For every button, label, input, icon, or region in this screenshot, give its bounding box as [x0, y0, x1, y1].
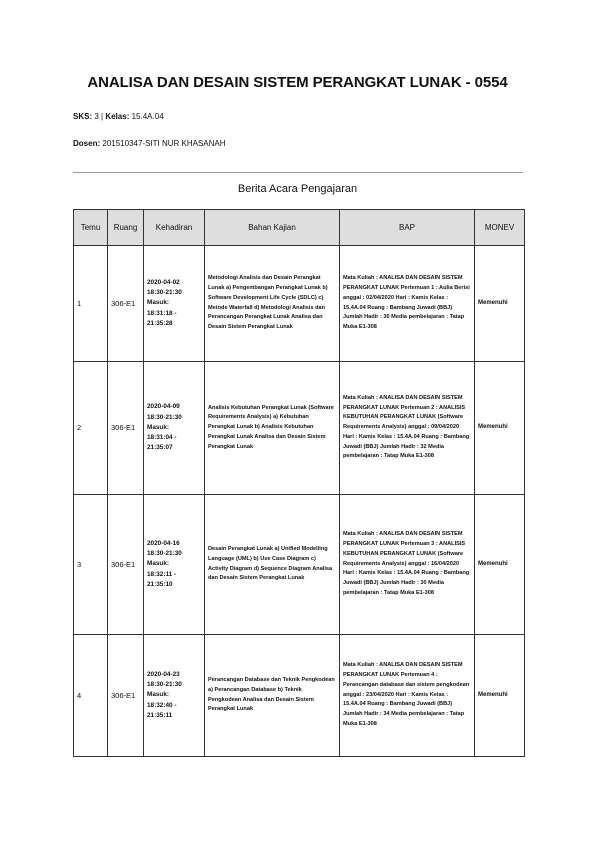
kehadiran-cell	[144, 635, 205, 757]
kehadiran-date: 2020-04-16	[147, 539, 180, 547]
header-kehadiran: Kehadiran	[144, 210, 205, 246]
monev-cell: Memenuhi	[475, 362, 525, 495]
kehadiran-in: 18:32:40 -	[147, 701, 177, 709]
kehadiran-date: 2020-04-09	[147, 403, 180, 411]
bahan-kajian-cell: Analisis Kebutuhan Perangkat Lunak (Software Requirements Analysis) a) Kebutuhan Perangkat Lunak b) Analisis Kebutuhan Perangkat Lunak Analisa dan Desain Sistem Perangkat Lunak	[205, 362, 340, 495]
sks-label: SKS:	[73, 112, 93, 121]
bap-cell: Mata Kuliah : ANALISA DAN DESAIN SISTEM PERANGKAT LUNAK Pertemuan 3 : ANALISIS KEBUTUHAN PERANGKAT LUNAK (Software Requirements Analysis) anggal : 16/04/2020 Hari : Kamis Kelas : 15.4A.04 Ruang : Bambang Juwadi (BBJ) Jumlah Hadir : 30 Media pembelajaran : Tatap Muka E1-308	[340, 495, 475, 635]
bahan-kajian-cell: Desain Perangkat Lunak a) Unified Modelling Language (UML) b) Use Case Diagram c) Activity Diagram d) Sequence Diagram Analisa dan Desain Sistem Perangkat Lunak	[205, 495, 340, 635]
dosen-label: Dosen:	[73, 139, 101, 148]
kehadiran-schedule: 18:30-21:30	[147, 289, 182, 297]
kehadiran-date: 2020-04-23	[147, 670, 180, 678]
kehadiran-label: Masuk:	[147, 423, 170, 431]
header-bahan-kajian: Bahan Kajian	[205, 210, 340, 246]
kehadiran-schedule: 18:30-21:30	[147, 550, 182, 558]
kehadiran-label: Masuk:	[147, 691, 170, 699]
bap-cell: Mata Kuliah : ANALISA DAN DESAIN SISTEM PERANGKAT LUNAK Pertemuan 4 : Perancangan database dan sistem pengkodean anggal : 23/04/2020 Hari : Kamis Kelas : 15.4A.04 Ruang : Bambang Juwadi (BBJ) Jumlah Hadir : 34 Media pembelajaran : Tatap Muka E1-308	[340, 635, 475, 757]
bap-cell: Mata Kuliah : ANALISA DAN DESAIN SISTEM PERANGKAT LUNAK Pertemuan 1 : Aulia Berisi anggal : 02/04/2020 Hari : Kamis Kelas : 15.4A.04 Ruang : Bambang Juwadi (BBJ) Jumlah Hadir : 30 Media pembelajaran : Tatap Muka E1-308	[340, 246, 475, 362]
ruang-cell: 306-E1	[108, 246, 144, 362]
section-title: Berita Acara Pengajaran	[237, 183, 358, 195]
header-bap: BAP	[340, 210, 475, 246]
kehadiran-out: 21:35:10	[147, 580, 173, 588]
monev-cell: Memenuhi	[475, 246, 525, 362]
temu-cell: 3	[74, 495, 108, 635]
meta-separator: |	[101, 112, 104, 121]
kehadiran-cell	[144, 246, 205, 362]
ruang-cell: 306-E1	[108, 635, 144, 757]
kehadiran-out: 21:35:11	[147, 711, 173, 719]
table-row	[74, 362, 525, 495]
kehadiran-schedule: 18:30-21:30	[147, 681, 182, 689]
monev-cell: Memenuhi	[475, 495, 525, 635]
bap-cell: Mata Kuliah : ANALISA DAN DESAIN SISTEM PERANGKAT LUNAK Pertemuan 2 : ANALISIS KEBUTUHAN PERANGKAT LUNAK (Software Requirements Analysis) anggal : 09/04/2020 Hari : Kamis Kelas : 15.4A.04 Ruang : Bambang Juwadi (BBJ) Jumlah Hadir : 32 Media pembelajaran : Tatap Muka E1-308	[340, 362, 475, 495]
kehadiran-in: 18:31:18 -	[147, 309, 177, 317]
monev-cell: Memenuhi	[475, 635, 525, 757]
table-row	[74, 495, 525, 635]
kehadiran-out: 21:35:07	[147, 444, 173, 452]
kehadiran-schedule: 18:30-21:30	[147, 413, 182, 421]
teaching-record-table	[73, 209, 525, 757]
kehadiran-in: 18:31:04 -	[147, 434, 177, 442]
header-monev: MONEV	[475, 210, 525, 246]
ruang-cell: 306-E1	[108, 495, 144, 635]
header-temu: Temu	[74, 210, 108, 246]
kelas-value: 15.4A.04	[131, 112, 164, 121]
kehadiran-out: 21:35:28	[147, 319, 173, 327]
kelas-label: Kelas:	[105, 112, 130, 121]
divider	[73, 172, 523, 173]
temu-cell: 4	[74, 635, 108, 757]
ruang-cell: 306-E1	[108, 362, 144, 495]
kehadiran-date: 2020-04-02	[147, 278, 180, 286]
course-meta	[73, 112, 164, 121]
temu-cell: 1	[74, 246, 108, 362]
course-title: ANALISA DAN DESAIN SISTEM PERANGKAT LUNAK - 0554	[87, 74, 508, 91]
header-ruang: Ruang	[108, 210, 144, 246]
bahan-kajian-cell: Perancangan Database dan Teknik Pengkodean a) Perancangan Database b) Teknik Pengkodean Analisa dan Desain Sistem Perangkat Lunak	[205, 635, 340, 757]
table-header-row	[74, 210, 525, 246]
kehadiran-label: Masuk:	[147, 560, 170, 568]
temu-cell: 2	[74, 362, 108, 495]
dosen-value: 201510347-SITI NUR KHASANAH	[102, 139, 226, 148]
sks-value: 3	[94, 112, 99, 121]
bahan-kajian-cell: Metodologi Analisis dan Desain Perangkat Lunak a) Pengembangan Perangkat Lunak b) Software Development Life Cycle (SDLC) c) Metode Waterfall d) Metodologi Analisis dan Perancangan Perangkat Lunak Analisa dan Desain Sistem Perangkat Lunak	[205, 246, 340, 362]
kehadiran-cell	[144, 362, 205, 495]
lecturer-info	[73, 139, 226, 148]
table-row	[74, 246, 525, 362]
table-row	[74, 635, 525, 757]
kehadiran-cell	[144, 495, 205, 635]
kehadiran-in: 18:32:11 -	[147, 570, 177, 578]
kehadiran-label: Masuk:	[147, 299, 170, 307]
